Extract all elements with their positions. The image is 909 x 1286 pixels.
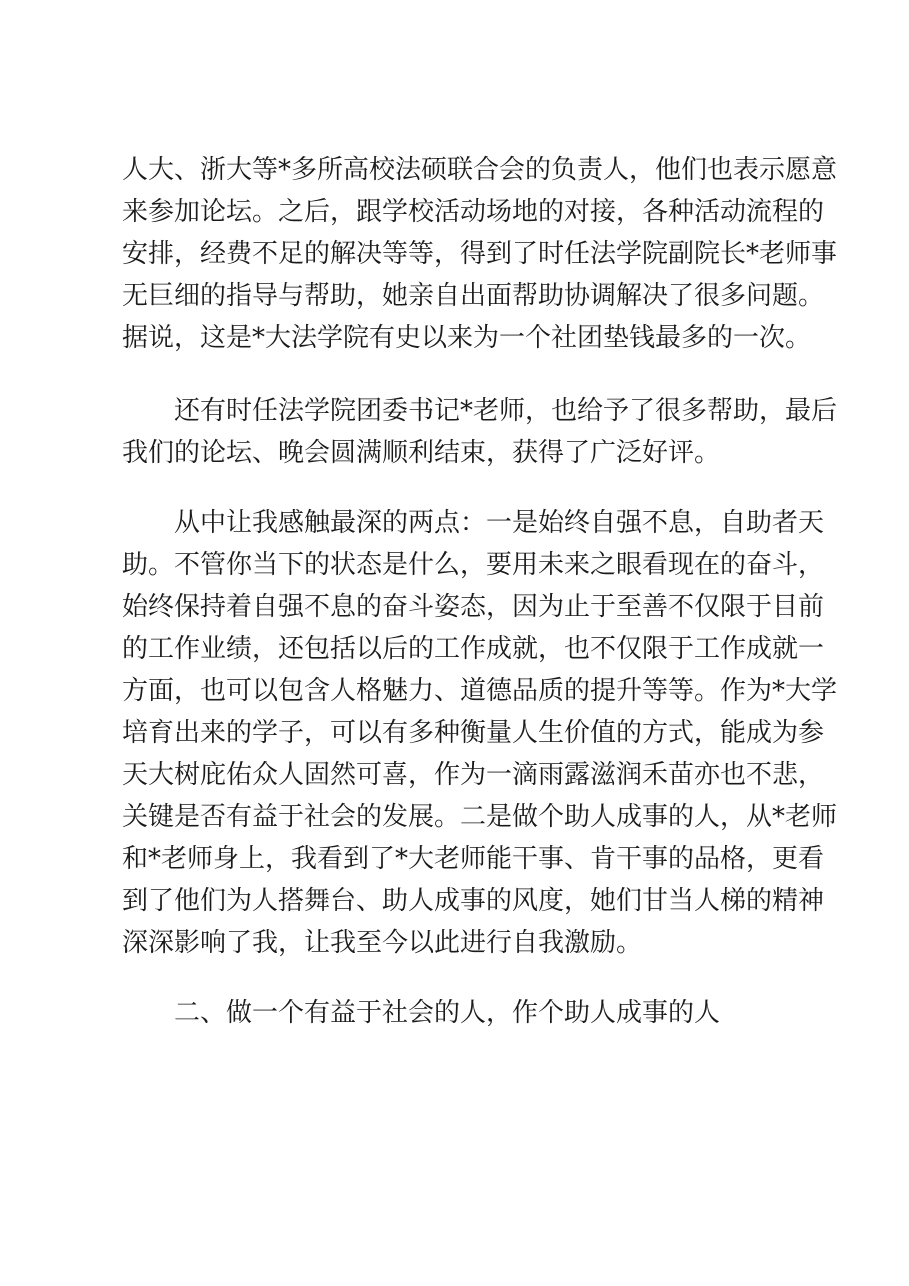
text-line: 还有时任法学院团委书记*老师，也给予了很多帮助，最后 [174,396,838,426]
text-line: 方面，也可以包含人格魅力、道德品质的提升等等。作为*大学 [122,676,838,706]
text-line: 我们的论坛、晚会圆满顺利结束，获得了广泛好评。 [122,438,721,468]
text-line: 人大、浙大等*多所高校法硕联合会的负责人，他们也表示愿意 [122,155,838,185]
document-body [122,149,838,1062]
text-line: 安排，经费不足的解决等等，得到了时任法学院副院长*老师事 [122,239,838,269]
text-line: 从中让我感触最深的两点：一是始终自强不息，自助者天 [174,508,825,538]
text-line: 天大树庇佑众人固然可喜，作为一滴雨露滋润禾苗亦也不悲， [122,760,825,790]
paragraph-1 [122,149,838,359]
text-line: 助。不管你当下的状态是什么，要用未来之眼看现在的奋斗， [122,550,825,580]
text-line: 无巨细的指导与帮助，她亲自出面帮助协调解决了很多问题。 [122,281,825,311]
text-line: 培育出来的学子，可以有多种衡量人生价值的方式，能成为参 [122,718,825,748]
text-line: 据说，这是*大法学院有史以来为一个社团垫钱最多的一次。 [122,323,812,353]
text-line: 的工作业绩，还包括以后的工作成就，也不仅限于工作成就一 [122,634,825,664]
text-line: 关键是否有益于社会的发展。二是做个助人成事的人，从*老师 [122,802,838,832]
text-line: 始终保持着自强不息的奋斗姿态，因为止于至善不仅限于目前 [122,592,825,622]
text-line: 到了他们为人搭舞台、助人成事的风度，她们甘当人梯的精神 [122,886,825,916]
paragraph-2 [122,390,838,474]
section-heading [122,992,802,1034]
text-line: 深深影响了我，让我至今以此进行自我激励。 [122,928,643,958]
text-line: 和*老师身上，我看到了*大老师能干事、肯干事的品格，更看 [122,844,825,874]
heading-text: 二、做一个有益于社会的人，作个助人成事的人 [174,998,721,1028]
text-line: 来参加论坛。之后，跟学校活动场地的对接，各种活动流程的 [122,197,825,227]
paragraph-3 [122,502,838,964]
